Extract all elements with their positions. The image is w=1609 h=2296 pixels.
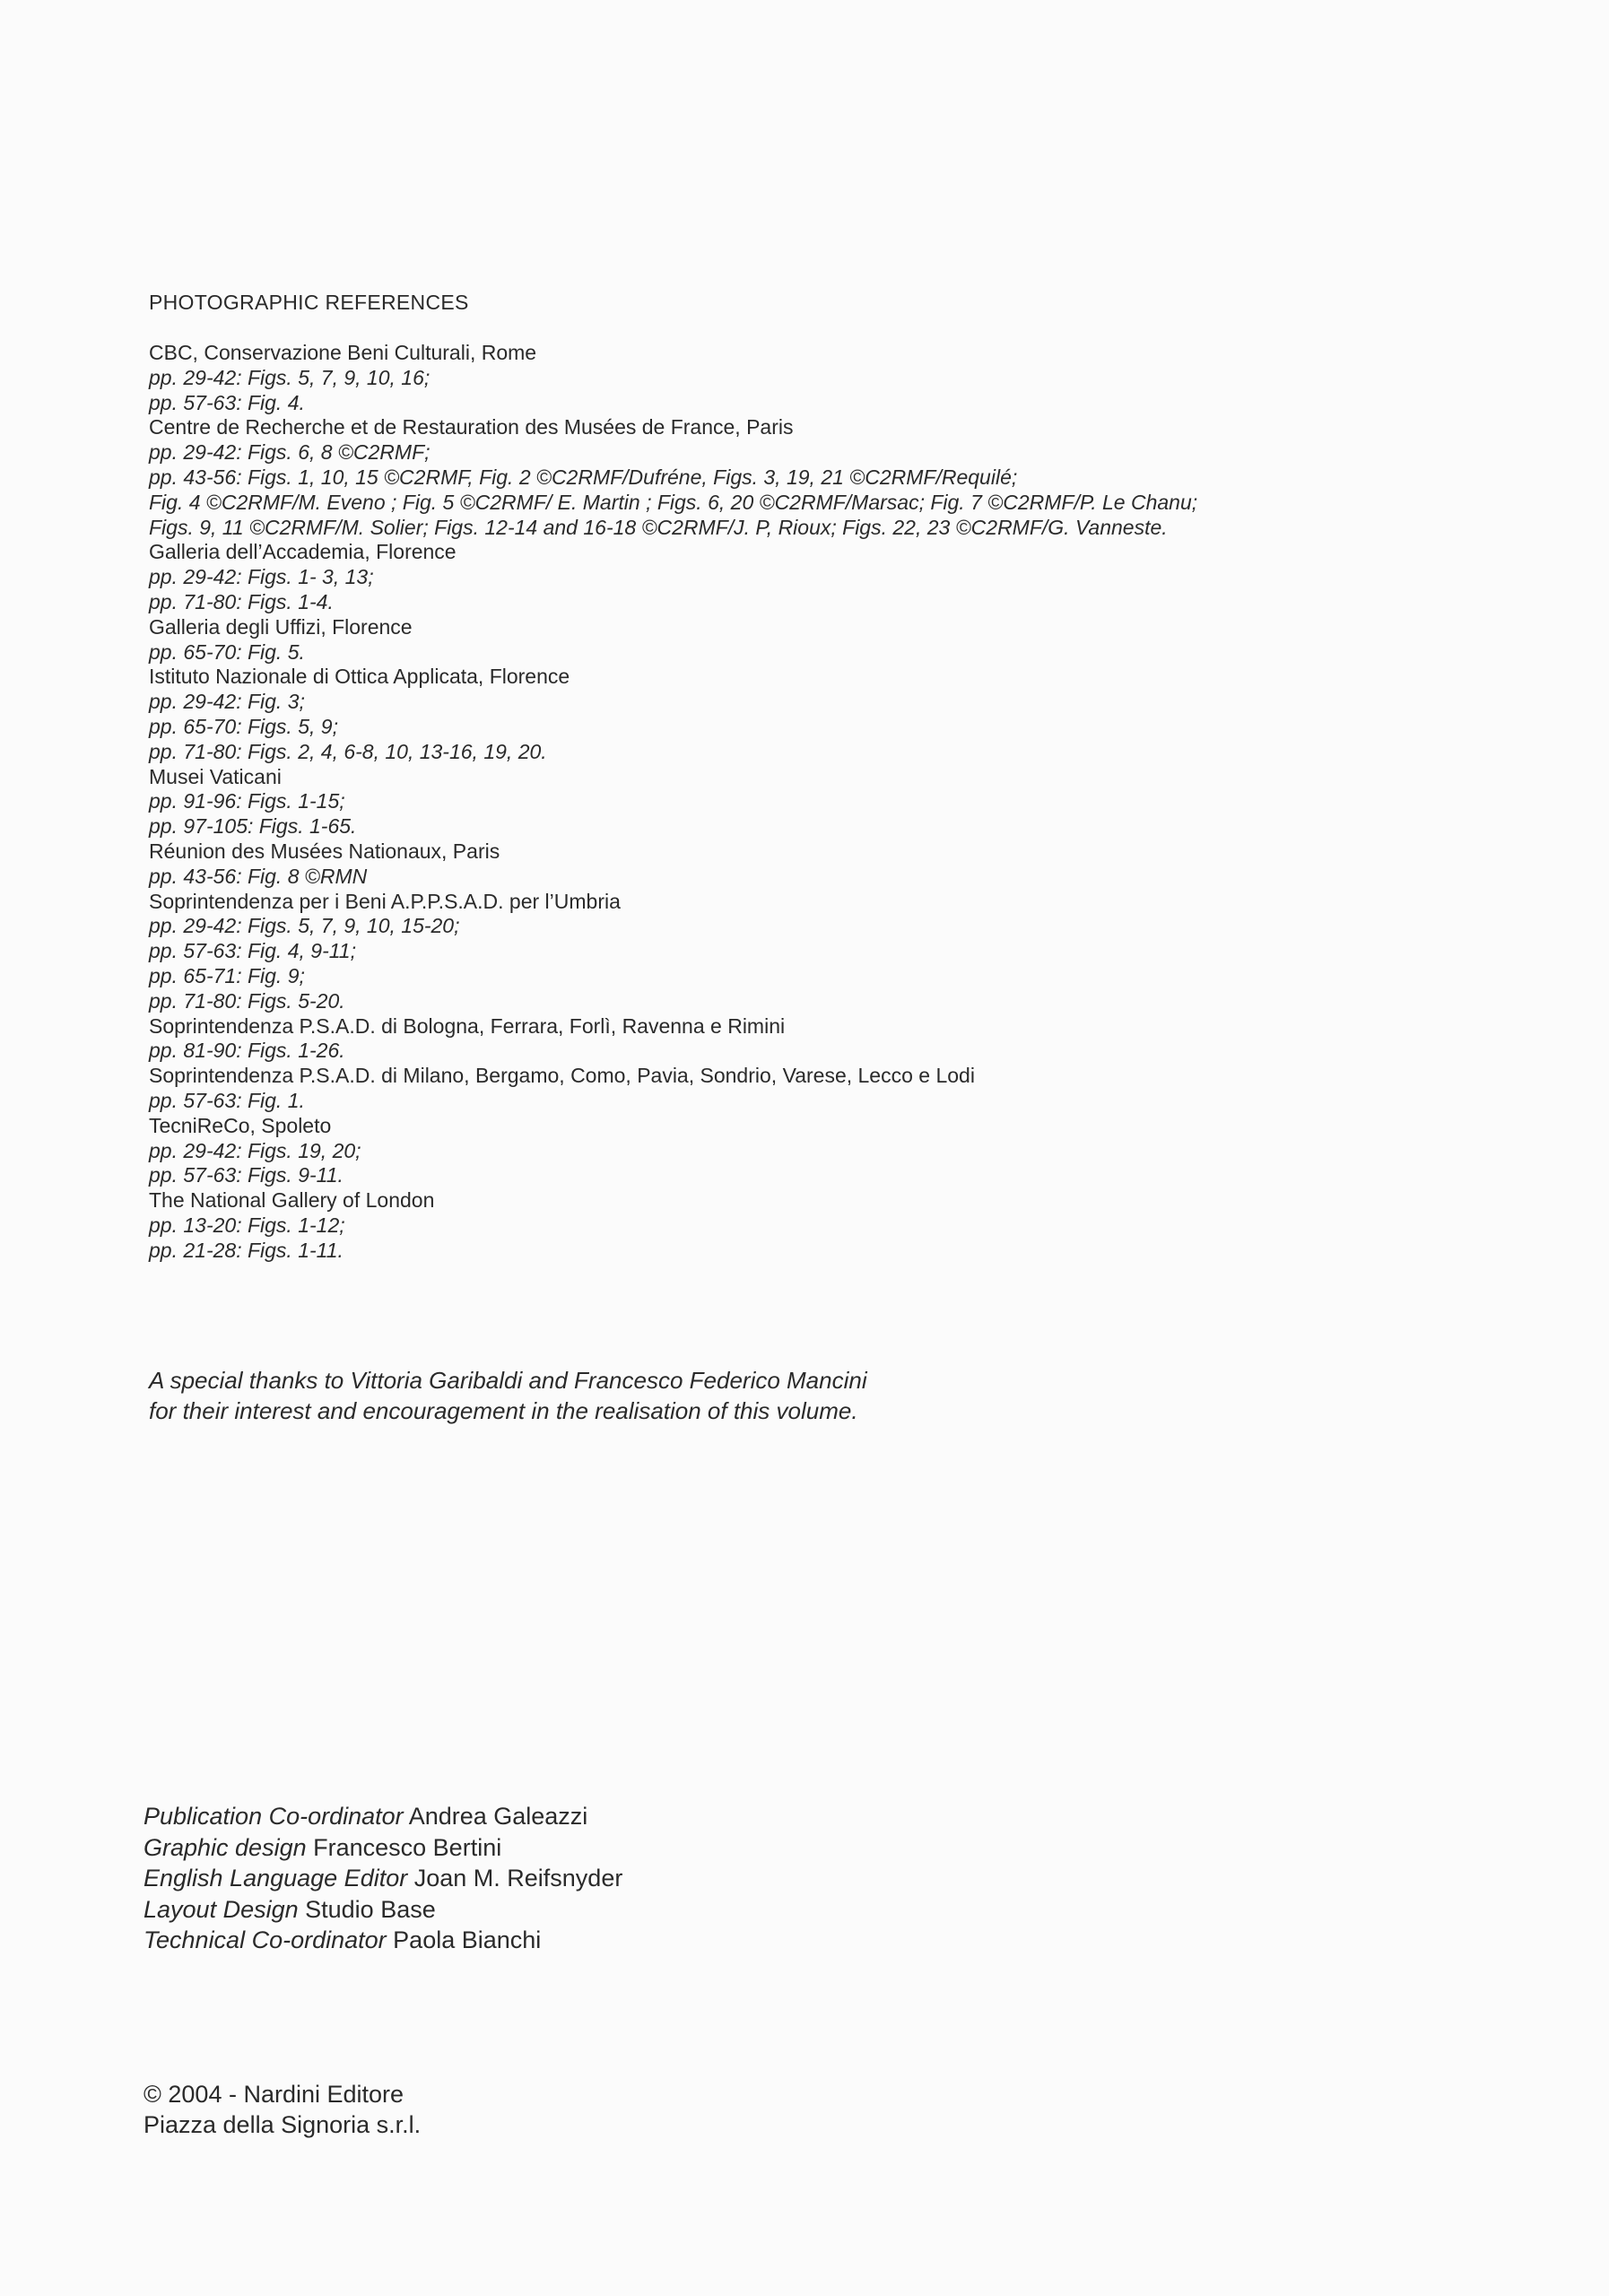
- reference-pages-line: pp. 91-96: Figs. 1-15;: [149, 789, 345, 813]
- reference-pages-line: pp. 97-105: Figs. 1-65.: [149, 814, 357, 839]
- reference-source-line: Soprintendenza per i Beni A.P.P.S.A.D. per l’Umbria: [149, 889, 621, 913]
- reference-pages-line: pp. 81-90: Figs. 1-26.: [149, 1039, 345, 1063]
- reference-pages-line: pp. 21-28: Figs. 1-11.: [149, 1238, 344, 1262]
- reference-source-line: Musei Vaticani: [149, 764, 282, 788]
- reference-pages-line: pp. 29-42: Figs. 6, 8 ©C2RMF;: [149, 440, 431, 465]
- reference-pages-line: pp. 29-42: Figs. 1- 3, 13;: [149, 565, 374, 589]
- credit-line: [144, 1832, 622, 1864]
- reference-source-line: Soprintendenza P.S.A.D. di Milano, Bergamo, Como, Pavia, Sondrio, Varese, Lecco e Lodi: [149, 1064, 975, 1088]
- credit-name: Paola Bianchi: [393, 1926, 542, 1953]
- reference-pages-line: pp. 29-42: Fig. 3;: [149, 690, 305, 714]
- reference-pages-line: Figs. 9, 11 ©C2RMF/M. Solier; Figs. 12-14 and 16-18 ©C2RMF/J. P, Rioux; Figs. 22, 23 ©C2RMF/G. Vanneste.: [149, 515, 1168, 539]
- reference-source-line: The National Gallery of London: [149, 1188, 435, 1213]
- acknowledgement-line: A special thanks to Vittoria Garibaldi and Francesco Federico Mancini: [149, 1367, 867, 1394]
- credit-role: Publication Co-ordinator: [144, 1803, 404, 1830]
- reference-pages-line: pp. 57-63: Fig. 4.: [149, 390, 305, 414]
- reference-pages-line: pp. 29-42: Figs. 19, 20;: [149, 1138, 361, 1162]
- acknowledgement-line: for their interest and encouragement in the realisation of this volume.: [149, 1397, 858, 1424]
- reference-pages-line: pp. 71-80: Figs. 5-20.: [149, 988, 345, 1013]
- photographic-references-section: [149, 289, 1405, 1263]
- credit-role: Graphic design: [144, 1833, 307, 1861]
- reference-pages-line: pp. 57-63: Figs. 9-11.: [149, 1163, 344, 1187]
- credit-line: [144, 1925, 622, 1956]
- reference-source-line: Centre de Recherche et de Restauration des Musées de France, Paris: [149, 415, 794, 439]
- imprint-section: [144, 2079, 421, 2140]
- reference-source-line: Soprintendenza P.S.A.D. di Bologna, Ferrara, Forlì, Ravenna e Rimini: [149, 1013, 786, 1038]
- credit-name: Francesco Bertini: [313, 1833, 502, 1861]
- reference-source-line: CBC, Conservazione Beni Culturali, Rome: [149, 341, 537, 364]
- copyright-line: © 2004 - Nardini Editore: [144, 2081, 404, 2108]
- reference-pages-line: Fig. 4 ©C2RMF/M. Eveno ; Fig. 5 ©C2RMF/ E. Martin ; Figs. 6, 20 ©C2RMF/Marsac; Fig. 7 ©C2RMF/P. Le Chanu;: [149, 490, 1198, 514]
- reference-source-line: Istituto Nazionale di Ottica Applicata, Florence: [149, 665, 570, 689]
- publisher-line: Piazza della Signoria s.r.l.: [144, 2111, 422, 2138]
- reference-source-line: Réunion des Musées Nationaux, Paris: [149, 839, 500, 863]
- reference-source-line: Galleria degli Uffizi, Florence: [149, 614, 413, 639]
- reference-pages-line: pp. 29-42: Figs. 5, 7, 9, 10, 16;: [149, 365, 431, 389]
- reference-pages-line: pp. 29-42: Figs. 5, 7, 9, 10, 15-20;: [149, 914, 460, 938]
- section-heading: PHOTOGRAPHIC REFERENCES: [149, 291, 469, 314]
- credit-line: [144, 1894, 622, 1926]
- credit-line: [144, 1801, 622, 1832]
- credit-role: English Language Editor: [144, 1865, 408, 1892]
- credit-role: Technical Co-ordinator: [144, 1926, 387, 1953]
- reference-pages-line: pp. 43-56: Figs. 1, 10, 15 ©C2RMF, Fig. 2 ©C2RMF/Dufréne, Figs. 3, 19, 21 ©C2RMF/Requilé;: [149, 465, 1018, 489]
- credit-name: Studio Base: [305, 1895, 436, 1923]
- reference-source-line: TecniReCo, Spoleto: [149, 1113, 332, 1137]
- reference-pages-line: pp. 65-71: Fig. 9;: [149, 963, 305, 987]
- reference-source-line: Galleria dell’Accademia, Florence: [149, 540, 457, 564]
- reference-pages-line: pp. 43-56: Fig. 8 ©RMN: [149, 864, 368, 888]
- credit-line: [144, 1863, 622, 1894]
- credit-name: Andrea Galeazzi: [408, 1803, 588, 1830]
- acknowledgement-section: [149, 1365, 867, 1426]
- reference-pages-line: pp. 71-80: Figs. 1-4.: [149, 589, 334, 613]
- reference-pages-line: pp. 57-63: Fig. 4, 9-11;: [149, 939, 356, 963]
- reference-pages-line: pp. 65-70: Figs. 5, 9;: [149, 714, 338, 738]
- reference-pages-line: pp. 71-80: Figs. 2, 4, 6-8, 10, 13-16, 19, 20.: [149, 739, 547, 763]
- references-list: [149, 341, 1405, 1263]
- credit-role: Layout Design: [144, 1895, 299, 1923]
- credit-name: Joan M. Reifsnyder: [413, 1865, 623, 1892]
- production-credits-section: [144, 1801, 622, 1956]
- reference-pages-line: pp. 57-63: Fig. 1.: [149, 1088, 305, 1112]
- reference-pages-line: pp. 65-70: Fig. 5.: [149, 639, 305, 664]
- reference-pages-line: pp. 13-20: Figs. 1-12;: [149, 1213, 345, 1237]
